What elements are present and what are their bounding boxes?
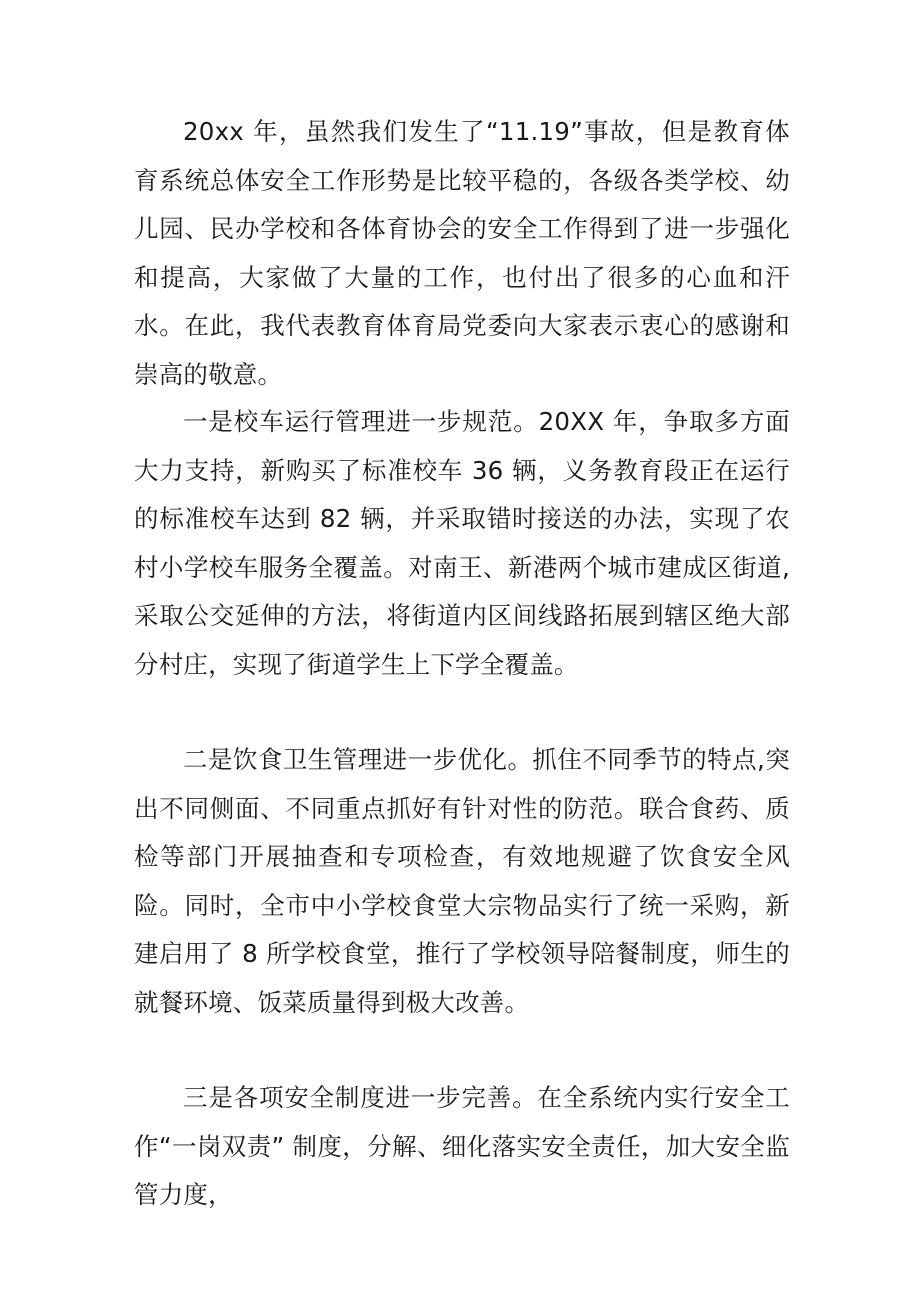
paragraph-school-bus: 一是校车运行管理进一步规范。20XX 年，争取多方面大力支持，新购买了标准校车 36 辆，义务教育段正在运行的标准校车达到 82 辆，并采取错时接送的办法，实现了农村小学校车服务全覆盖。对南王、新港两个城市建成区街道,采取公交延伸的方法，将街道内区间线路拓展到辖区绝大部分村庄，实现了街道学生上下学全覆盖。 <box>134 407 790 679</box>
paragraph-food-hygiene: 二是饮食卫生管理进一步优化。抓住不同季节的特点,突出不同侧面、不同重点抓好有针对性的防范。联合食药、质检等部门开展抽查和专项检查，有效地规避了饮食安全风险。同时，全市中小学校食堂大宗物品实行了统一采购，新建启用了 8 所学校食堂，推行了学校领导陪餐制度，师生的就餐环境、饭菜质量得到极大改善。 <box>134 745 790 1017</box>
paragraph-safety-system: 三是各项安全制度进一步完善。在全系统内实行安全工作“一岗双责” 制度，分解、细化落实安全责任，加大安全监管力度， <box>134 1083 790 1209</box>
paragraph-intro: 20xx 年，虽然我们发生了“11.19”事故，但是教育体育系统总体安全工作形势是比较平稳的，各级各类学校、幼儿园、民办学校和各体育协会的安全工作得到了进一步强化和提高，大家做了大量的工作，也付出了很多的心血和汗水。在此，我代表教育体育局党委向大家表示衷心的感谢和崇高的敬意。 <box>134 117 790 389</box>
